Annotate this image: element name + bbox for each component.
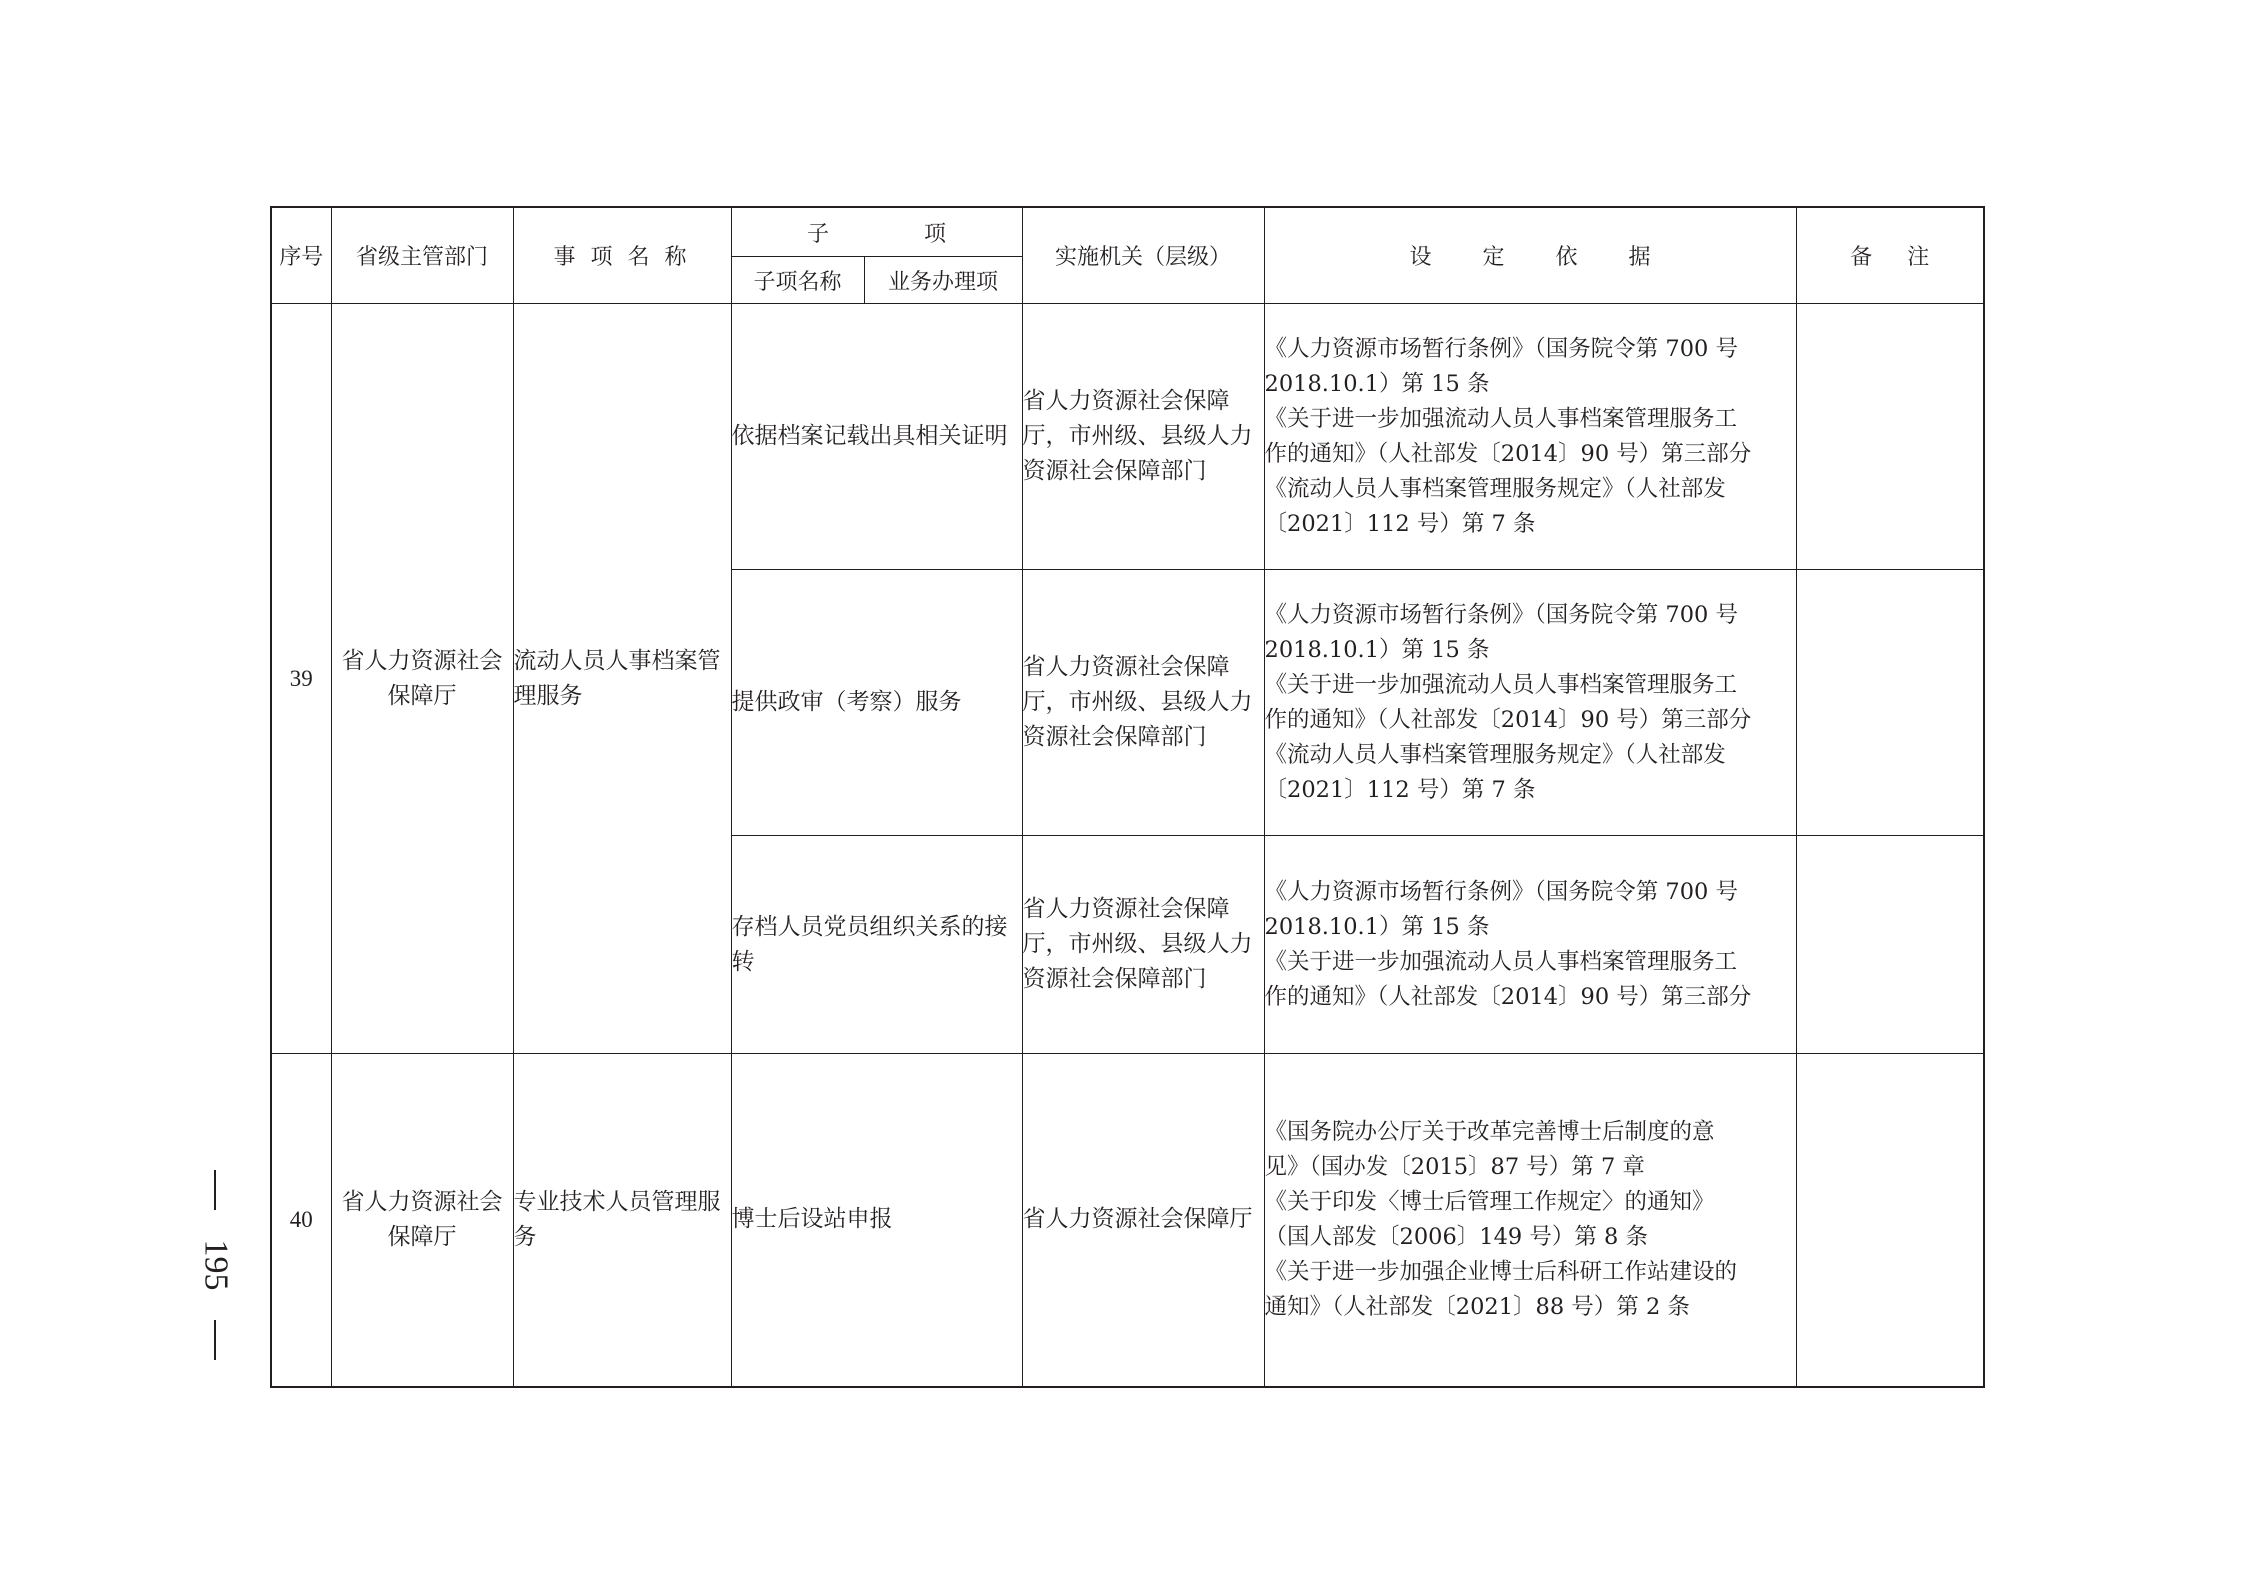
table-row — [271, 1054, 1984, 1387]
sub-remark — [1796, 836, 1984, 1054]
basis-line: 《关于进一步加强流动人员人事档案管理服务工 — [1264, 671, 1738, 698]
header-remark: 备 注 — [1796, 207, 1984, 304]
header-agency: 实施机关（层级） — [1022, 207, 1264, 304]
sub-agency: 省人力资源社会保障厅，市州级、县级人力资源社会保障部门 — [1022, 304, 1264, 570]
basis-line: （国人部发〔2006〕149 号）第 8 条 — [1264, 1223, 1648, 1250]
sub-business-item: 依据档案记载出具相关证明 — [731, 304, 1022, 570]
basis-line: 《流动人员人事档案管理服务规定》（人社部发 — [1264, 741, 1726, 768]
sub-basis — [1264, 1054, 1796, 1387]
sub-basis — [1264, 304, 1796, 570]
sub-business-item: 博士后设站申报 — [731, 1054, 1022, 1387]
basis-line: 通知》（人社部发〔2021〕88 号）第 2 条 — [1264, 1293, 1690, 1320]
basis-line: 〔2021〕112 号）第 7 条 — [1264, 510, 1536, 537]
header-sub-item-name: 子项名称 — [731, 257, 864, 304]
basis-line: 《关于进一步加强企业博士后科研工作站建设的 — [1264, 1258, 1738, 1285]
sub-basis — [1264, 570, 1796, 836]
table-body — [271, 304, 1984, 1387]
basis-line: 2018.10.1）第 15 条 — [1264, 913, 1490, 940]
page-number-dash-top — [214, 1170, 216, 1210]
header-basis: 设 定 依 据 — [1264, 207, 1796, 304]
basis-line: 2018.10.1）第 15 条 — [1264, 636, 1490, 663]
row-dept: 省人力资源社会保障厅 — [331, 304, 513, 1054]
sub-agency: 省人力资源社会保障厅，市州级、县级人力资源社会保障部门 — [1022, 570, 1264, 836]
sub-remark — [1796, 1054, 1984, 1387]
page-number — [190, 1170, 240, 1360]
sub-remark — [1796, 570, 1984, 836]
basis-line: 作的通知》（人社部发〔2014〕90 号）第三部分 — [1264, 983, 1752, 1010]
sub-agency: 省人力资源社会保障厅 — [1022, 1054, 1264, 1387]
basis-line: 〔2021〕112 号）第 7 条 — [1264, 776, 1536, 803]
header-item-name: 事 项 名 称 — [513, 207, 731, 304]
basis-line: 《关于进一步加强流动人员人事档案管理服务工 — [1264, 948, 1738, 975]
basis-line: 2018.10.1）第 15 条 — [1264, 370, 1490, 397]
basis-line: 见》（国办发〔2015〕87 号）第 7 章 — [1264, 1153, 1645, 1180]
basis-line: 作的通知》（人社部发〔2014〕90 号）第三部分 — [1264, 440, 1752, 467]
header-dept: 省级主管部门 — [331, 207, 513, 304]
basis-line: 《人力资源市场暂行条例》（国务院令第 700 号 — [1264, 601, 1739, 628]
basis-line: 《关于印发〈博士后管理工作规定〉的通知》 — [1264, 1188, 1715, 1215]
basis-line: 《关于进一步加强流动人员人事档案管理服务工 — [1264, 405, 1738, 432]
basis-line: 《流动人员人事档案管理服务规定》（人社部发 — [1264, 475, 1726, 502]
header-business-item: 业务办理项 — [864, 257, 1022, 304]
row-item-name: 专业技术人员管理服务 — [513, 1054, 731, 1387]
header-sub-item: 子 项 — [731, 207, 1022, 257]
page-number-text: 195 — [197, 1239, 234, 1291]
basis-line: 《人力资源市场暂行条例》（国务院令第 700 号 — [1264, 878, 1739, 905]
basis-line: 《人力资源市场暂行条例》（国务院令第 700 号 — [1264, 335, 1739, 362]
row-seq: 39 — [271, 304, 331, 1054]
sub-business-item: 提供政审（考察）服务 — [731, 570, 1022, 836]
matters-table — [270, 206, 1985, 1388]
header-seq: 序号 — [271, 207, 331, 304]
basis-line: 作的通知》（人社部发〔2014〕90 号）第三部分 — [1264, 706, 1752, 733]
table-row — [271, 304, 1984, 570]
page-number-dash-bottom — [214, 1320, 216, 1360]
row-item-name: 流动人员人事档案管理服务 — [513, 304, 731, 1054]
sub-basis — [1264, 836, 1796, 1054]
table-header — [271, 207, 1984, 304]
sub-agency: 省人力资源社会保障厅，市州级、县级人力资源社会保障部门 — [1022, 836, 1264, 1054]
row-dept: 省人力资源社会保障厅 — [331, 1054, 513, 1387]
row-seq: 40 — [271, 1054, 331, 1387]
sub-business-item: 存档人员党员组织关系的接转 — [731, 836, 1022, 1054]
sub-remark — [1796, 304, 1984, 570]
basis-line: 《国务院办公厅关于改革完善博士后制度的意 — [1264, 1118, 1715, 1145]
